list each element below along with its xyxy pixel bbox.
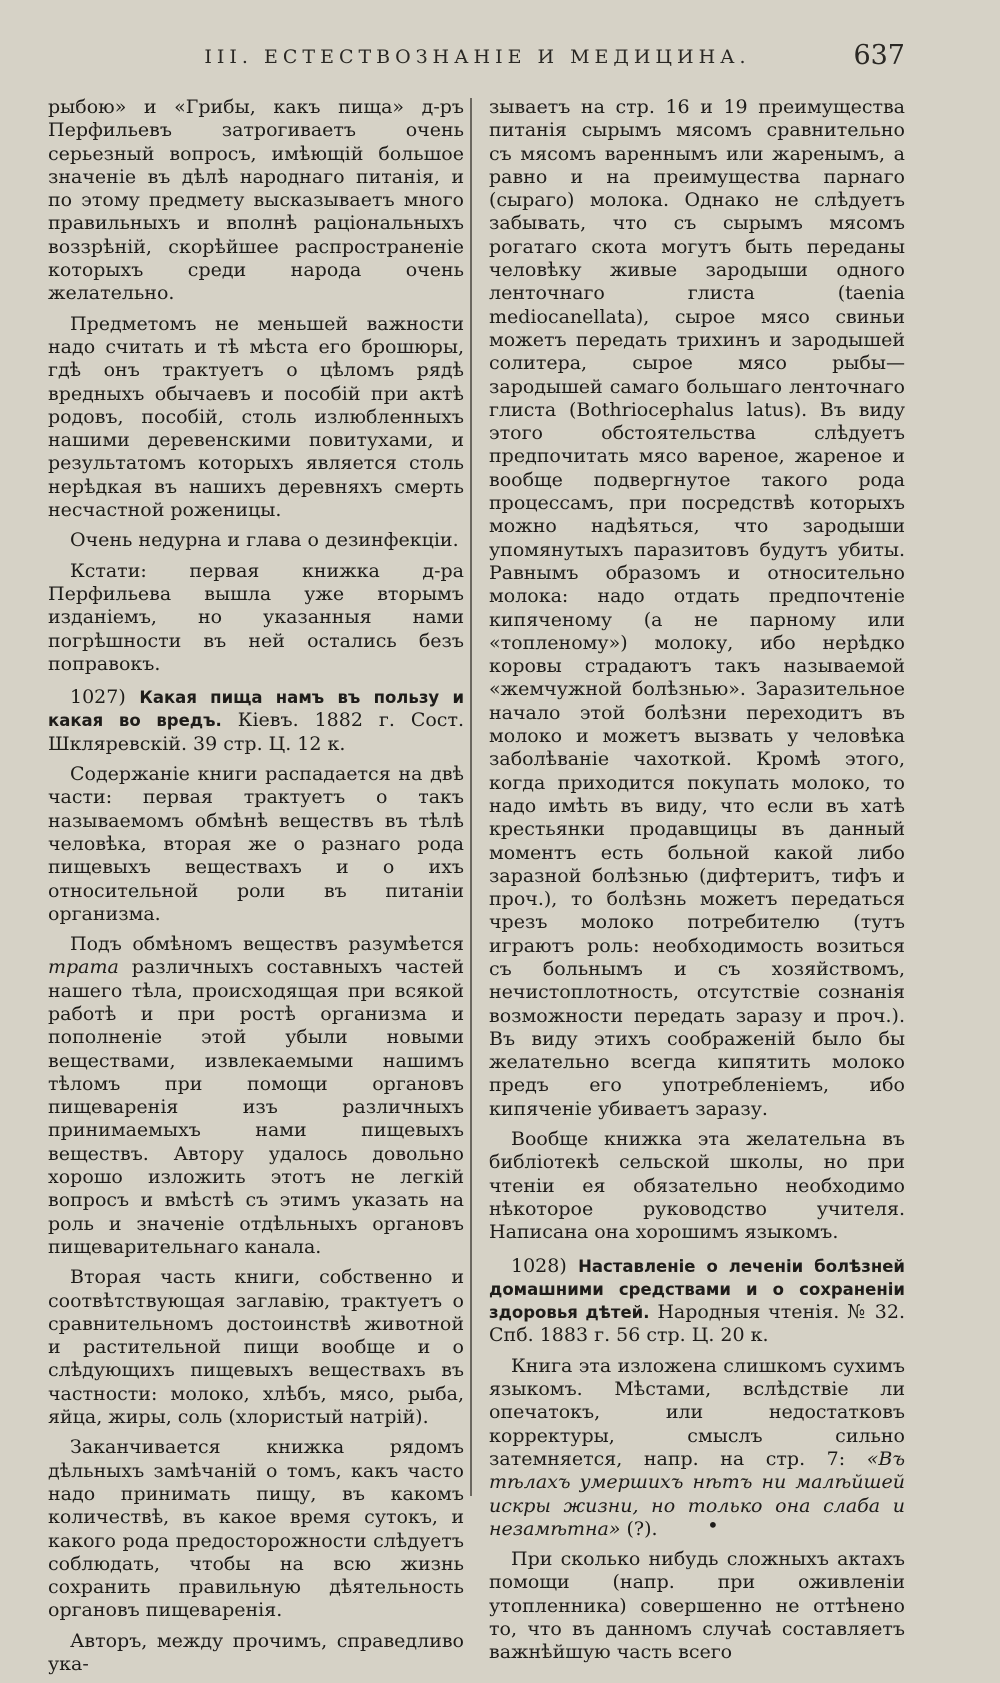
entry-1028 (489, 1255, 905, 1348)
paragraph: Вторая часть книги, собственно и соотвѣтствующая заглавію, трактуетъ о сравнительномъ достоинствѣ животной и растительной пищи вообще и о слѣдующихъ пищевыхъ веществахъ въ частности: молоко, хлѣбъ, мясо, рыба, яйца, жиры, соль (хлористый натрій). (48, 1266, 464, 1429)
running-header (50, 40, 905, 84)
italic-quote: «Въ тѣлахъ умершихъ нѣтъ ни малѣйшей искры жизни, но только она слаба и незамѣтна» (489, 1447, 905, 1540)
entry-number: 1027) (70, 686, 126, 709)
section-title: III. ЕСТЕСТВОЗНАНІЕ И МЕДИЦИНА. (204, 46, 751, 68)
paragraph: рыбою» и «Грибы, какъ пища» д-ръ Перфильевъ затрогиваетъ очень серьезный вопросъ, имѣющій большое значеніе въ дѣлѣ народнаго питанія, и по этому предмету высказываетъ много правильныхъ и вполнѣ раціональныхъ воззрѣній, скорѣйшее распространеніе которыхъ среди народа очень желательно. (48, 96, 464, 305)
text-run: различныхъ составныхъ частей нашего тѣла, происходящая при всякой работѣ и при ростѣ организма и пополненіе этой убыли новыми веществами, извлекаемыми нашимъ тѣломъ при помощи органовъ пищеваренія изъ различныхъ принимаемыхъ нами пищевыхъ веществъ. Автору удалось довольно хорошо изложить этотъ не легкій вопросъ и вмѣстѣ съ этимъ указать на роль и значеніе отдѣльныхъ органовъ пищеварительнаго канала. (48, 956, 464, 1258)
paragraph: Кстати: первая книжка д-ра Перфильева вышла уже вторымъ изданіемъ, но указанныя нами погрѣшности въ ней остались безъ поправокъ. (48, 559, 464, 675)
paragraph (48, 933, 464, 1259)
paragraph: Очень недурна и глава о дезинфекціи. (70, 529, 459, 552)
entry-title: Наставленіе о леченіи болѣзней домашними средствами и о сохраненіи здоровья дѣтей. (489, 1256, 905, 1323)
column-divider (470, 98, 472, 1496)
paragraph: Заканчивается книжка рядомъ дѣльныхъ замѣчаній о томъ, какъ часто надо принимать пищу, въ какомъ количествѣ, въ какое время сутокъ, и какого рода предосторожности слѣдуетъ соблюдать, чтобы на всю жизнь сохранить правильную дѣятельность органовъ пищеваренія. (48, 1436, 464, 1622)
paragraph: зываетъ на стр. 16 и 19 преимущества питанія сырымъ мясомъ сравнительно съ мясомъ вареннымъ или жаренымъ, а равно и на преимущества парнаго (сыраго) молока. Однако не слѣдуетъ забывать, что съ сырымъ мясомъ рогатаго скота могутъ быть переданы человѣку живые зародыши одного ленточнаго глиста (taenia mediocanellata), сырое мясо свиньи можетъ передать трихинъ и зародышей солитера, сырое мясо рыбы— зародышей самаго большаго ленточнаго глиста (Bothriocephalus latus). Въ виду этого обстоятельства слѣдуетъ предпочитать мясо вареное, жареное и вообще подвергнутое такого рода процессамъ, при посредствѣ которыхъ можно надѣяться, что зародыши упомянутыхъ паразитовъ будутъ убиты. Равнымъ образомъ и относительно молока: надо отдать предпочтеніе кипяченому (а не парному или «топленому») молоку, ибо нерѣдко коровы страдаютъ такъ называемой «жемчужной болѣзнью». Заразительное начало этой болѣзни переходитъ въ молоко и можетъ вызвать у человѣка заболѣваніе чахоткой. Кромѣ этого, когда приходится покупать молоко, то надо имѣть въ виду, что если въ хатѣ крестьянки продавщицы въ данный моментъ есть больной какой либо заразной болѣзнью (дифтеритъ, тифъ и проч.), то болѣзнь можетъ передаться чрезъ молоко потребителю (тутъ играютъ роль: необходимость возиться съ больнымъ и съ хозяйствомъ, нечистоплотность, отсутствіе сознанія возможности передать заразу и проч.). Въ виду этихъ соображеній было бы желательно всегда кипятить молоко предъ его употребленіемъ, ибо кипяченіе убиваетъ заразу. (489, 96, 905, 1120)
italic-term: трата (48, 956, 119, 979)
entry-number: 1028) (511, 1254, 567, 1277)
entry-details: Народныя чтенія. № 32. Спб. 1883 г. 56 стр. Ц. 20 к. (489, 1301, 905, 1347)
entry-title: Какая пища намъ въ пользу и какая во вредъ. (48, 688, 465, 731)
paragraph (489, 1355, 905, 1541)
page-number: 637 (853, 40, 905, 71)
paragraph: Вообще книжка эта желательна въ библіотекѣ сельской школы, но при чтеніи ея обязательно необходимо нѣкоторое руководство учителя. Написана она хорошимъ языкомъ. (489, 1128, 905, 1244)
paragraph: При сколько нибудь сложныхъ актахъ помощи (напр. при оживленіи утопленника) совершенно не оттѣнено то, что въ данномъ случаѣ составляетъ важнѣйшую часть всего (489, 1548, 905, 1664)
text-run: Книга эта изложена слишкомъ сухимъ языкомъ. Мѣстами, вслѣдствіе ли опечатокъ, или недостатковъ корректуры, смыслъ сильно затемняется, напр. на стр. 7: (489, 1354, 905, 1470)
paragraph: Авторъ, между прочимъ, справедливо ука- (48, 1629, 464, 1675)
left-column (48, 96, 464, 1683)
entry-1027 (48, 686, 464, 756)
footer-mark: • (707, 1513, 719, 1537)
paragraph: Содержаніе книги распадается на двѣ части: первая трактуетъ о такъ называемомъ обмѣнѣ веществъ въ тѣлѣ человѣка, вторая же о разнаго рода пищевыхъ веществахъ и о ихъ относительной роли въ питаніи организма. (48, 763, 464, 925)
right-column (489, 96, 905, 1672)
entry-details: Кіевъ. 1882 г. Сост. Шкляревскій. 39 стр. Ц. 12 к. (48, 709, 464, 755)
paragraph: Предметомъ не меньшей важности надо считать и тѣ мѣста его брошюры, гдѣ онъ трактуетъ о цѣломъ рядѣ вредныхъ обычаевъ и пособій при актѣ родовъ, пособій, столь излюбленныхъ нашими деревенскими повитухами, и результатомъ которыхъ является столь нерѣдкая въ нашихъ деревняхъ смерть несчастной роженицы. (48, 312, 464, 522)
text-run: Подъ обмѣномъ веществъ разумѣется (70, 933, 464, 956)
text-run: (?). (626, 1517, 658, 1540)
